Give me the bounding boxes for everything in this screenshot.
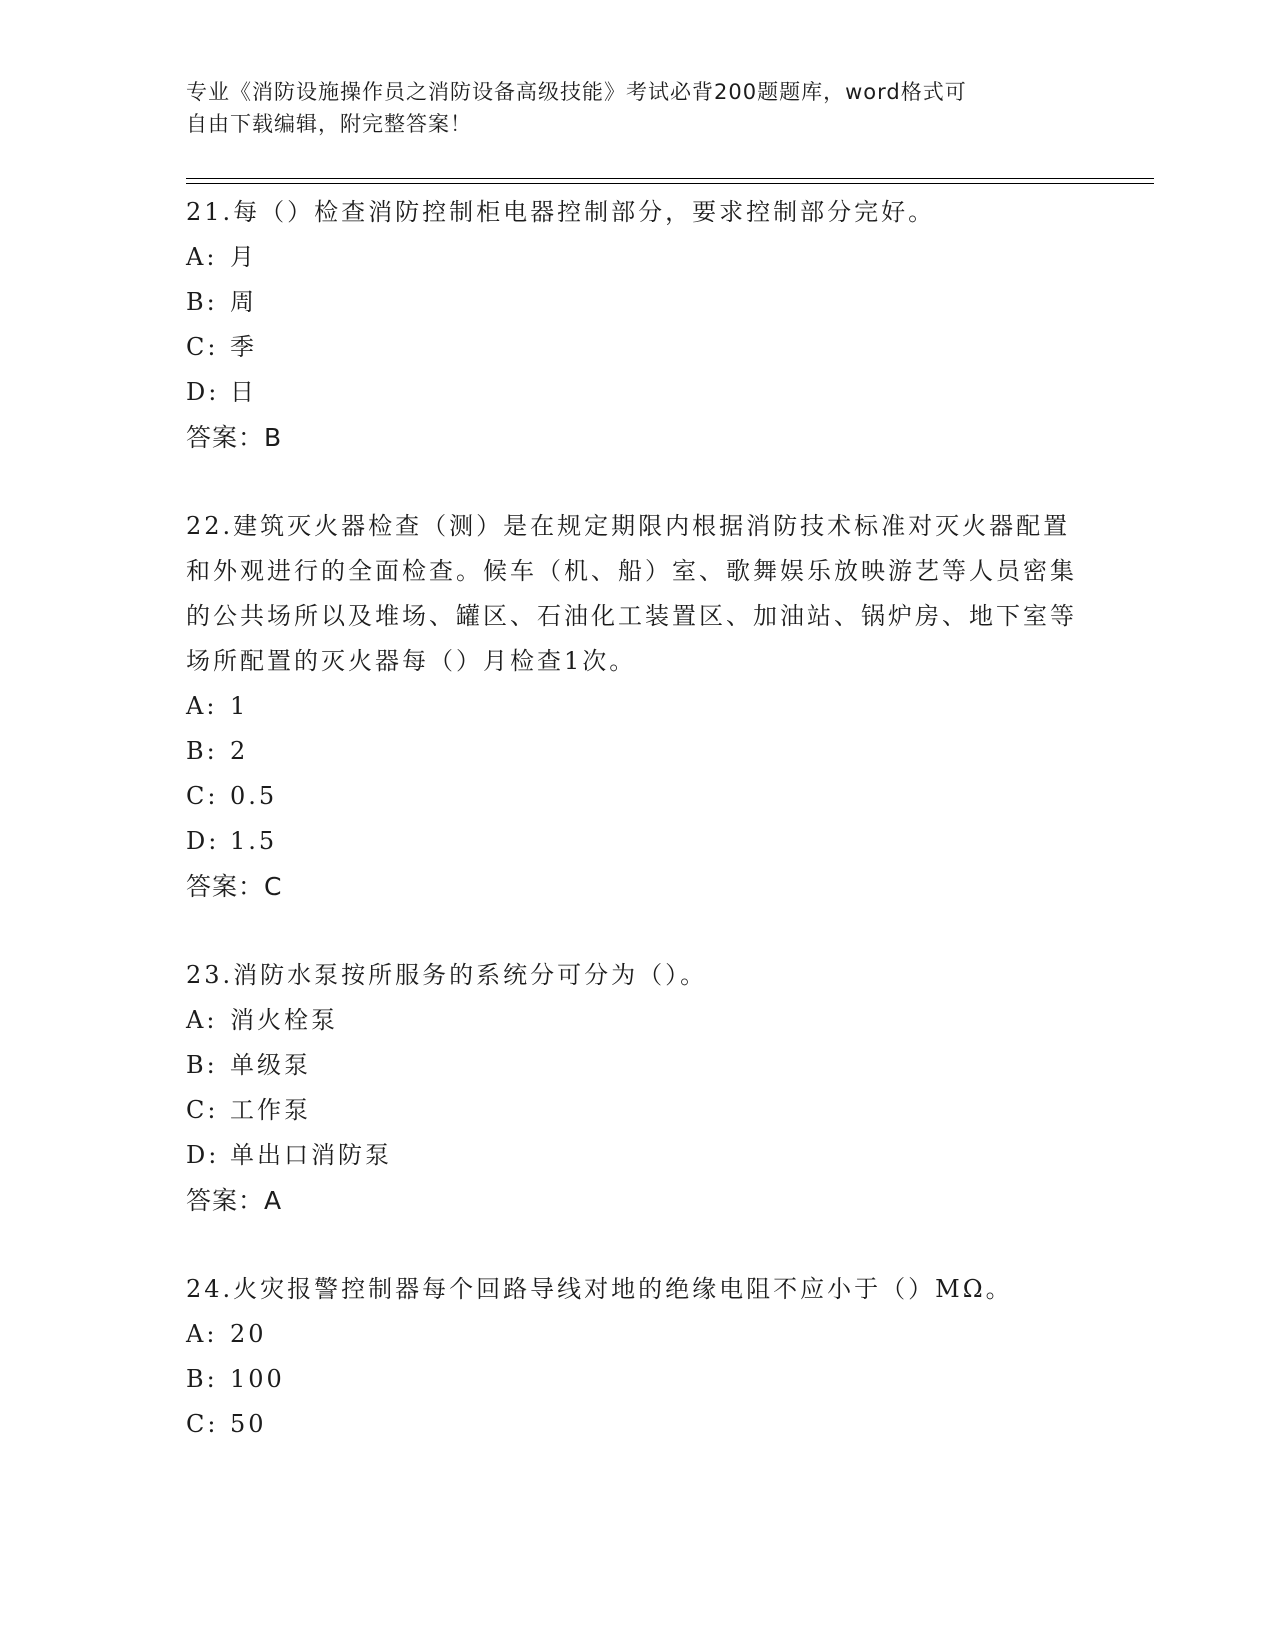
question-list (186, 190, 1086, 1491)
question-stem: 22.建筑灭火器检查（测）是在规定期限内根据消防技术标准对灭火器配置和外观进行的全面检查。候车（机、船）室、歌舞娱乐放映游艺等人员密集的公共场所以及堆场、罐区、石油化工装置区、加油站、锅炉房、地下室等场所配置的灭火器每（）月检查1次。 (186, 512, 1077, 675)
option-text: 2 (230, 737, 249, 765)
option-text: 周 (230, 288, 257, 316)
option-letter: B: (186, 737, 218, 765)
option-c (186, 1402, 1086, 1447)
option-d (186, 819, 1086, 864)
answer-line (186, 1178, 1086, 1223)
question-stem: 21.每（）检查消防控制柜电器控制部分，要求控制部分完好。 (186, 198, 936, 226)
header-divider-bottom (186, 183, 1154, 184)
option-letter: A: (186, 1006, 218, 1034)
document-header (186, 76, 1086, 140)
option-text: 消火栓泵 (230, 1006, 338, 1034)
question-stem: 24.火灾报警控制器每个回路导线对地的绝缘电阻不应小于（）MΩ。 (186, 1275, 1013, 1303)
option-text: 50 (230, 1410, 267, 1438)
answer-value: A (264, 1186, 283, 1215)
option-text: 1 (230, 692, 249, 720)
option-letter: B: (186, 1051, 218, 1079)
question-24 (186, 1267, 1086, 1447)
option-b (186, 729, 1086, 774)
option-text: 日 (230, 378, 257, 406)
header-line-2: 自由下载编辑，附完整答案！ (186, 112, 472, 136)
option-b (186, 280, 1086, 325)
answer-value: C (264, 872, 283, 901)
option-d (186, 370, 1086, 415)
answer-value: B (264, 423, 283, 452)
option-text: 单级泵 (230, 1051, 311, 1079)
option-letter: A: (186, 1320, 218, 1348)
option-d (186, 1133, 1086, 1178)
option-text: 20 (230, 1320, 267, 1348)
option-a (186, 684, 1086, 729)
option-text: 季 (230, 333, 257, 361)
answer-label: 答案： (186, 423, 265, 452)
option-b (186, 1043, 1086, 1088)
option-letter: A: (186, 692, 218, 720)
option-c (186, 774, 1086, 819)
option-text: 1.5 (230, 827, 278, 855)
answer-label: 答案： (186, 872, 265, 901)
answer-line (186, 864, 1086, 909)
option-text: 单出口消防泵 (230, 1141, 392, 1169)
option-letter: B: (186, 288, 218, 316)
option-a (186, 1312, 1086, 1357)
answer-label: 答案： (186, 1186, 265, 1215)
option-letter: D: (186, 378, 220, 406)
option-b (186, 1357, 1086, 1402)
option-letter: A: (186, 243, 218, 271)
question-22 (186, 504, 1086, 909)
question-stem: 23.消防水泵按所服务的系统分可分为（）。 (186, 961, 708, 989)
option-letter: C: (186, 1096, 219, 1124)
option-text: 工作泵 (230, 1096, 311, 1124)
option-c (186, 325, 1086, 370)
option-letter: B: (186, 1365, 218, 1393)
option-letter: C: (186, 782, 219, 810)
option-letter: D: (186, 827, 220, 855)
option-a (186, 998, 1086, 1043)
option-a (186, 235, 1086, 280)
answer-line (186, 415, 1086, 460)
header-line-1: 专业《消防设施操作员之消防设备高级技能》考试必背200题题库，word格式可 (186, 80, 967, 104)
question-21 (186, 190, 1086, 460)
option-text: 100 (230, 1365, 285, 1393)
option-letter: C: (186, 1410, 219, 1438)
option-letter: C: (186, 333, 219, 361)
option-c (186, 1088, 1086, 1133)
question-23 (186, 953, 1086, 1223)
header-divider-top (186, 178, 1154, 179)
option-letter: D: (186, 1141, 220, 1169)
option-text: 月 (230, 243, 257, 271)
option-text: 0.5 (230, 782, 278, 810)
